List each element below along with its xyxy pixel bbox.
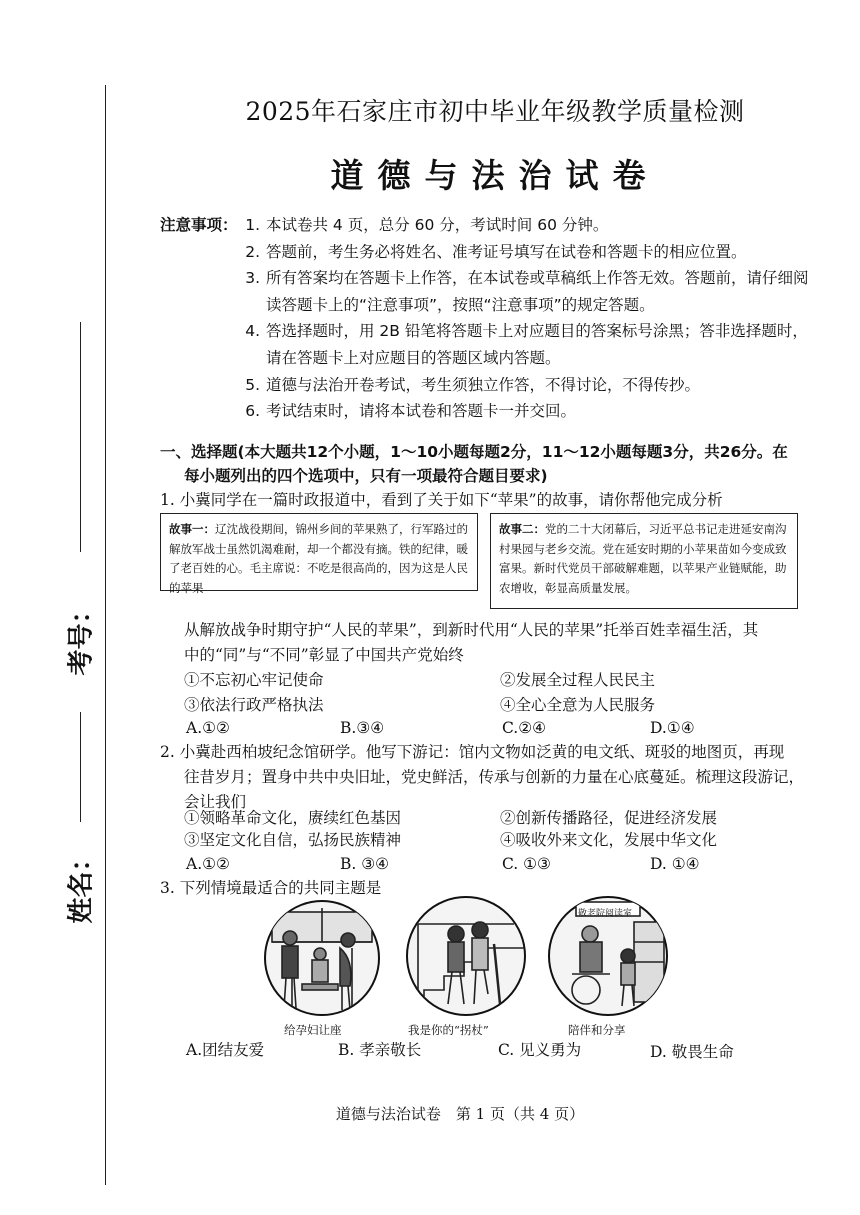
q2-statement: ①领略革命文化，赓续红色基因: [184, 809, 402, 827]
section-heading-line: 一、选择题(本大题共12个小题，1～10小题每题2分，11～12小题每题3分，共26分。在: [160, 443, 788, 461]
q1-option-d: D.①④: [650, 719, 695, 737]
q2-stem-line: 会让我们: [184, 793, 247, 811]
note-text: 答选择题时，用 2B 铅笔将答题卡上对应题目的答案标号涂黑；答非选择题时，请在答题卡上对应题目的答题区域内答题。: [266, 322, 808, 367]
q1-body-line: 中的“同”与“不同”彰显了中国共产党始终: [184, 646, 464, 664]
q3-option-a: A.团结友爱: [186, 1041, 265, 1059]
q1-statement: ④全心全意为人民服务: [500, 696, 656, 714]
note-number: 5.: [245, 375, 260, 394]
note-item: [160, 212, 820, 239]
binding-line: [105, 85, 106, 1185]
name-blank: [80, 712, 81, 822]
story-two-title: 故事二：: [499, 522, 545, 536]
note-number: 3.: [245, 269, 260, 288]
note-number: 1.: [245, 216, 260, 234]
q1-body-line: 从解放战争时期守护“人民的苹果”，到新时代用“人民的苹果”托举百姓幸福生活，其: [184, 621, 759, 639]
note-item: [160, 265, 820, 318]
section-heading: [160, 440, 810, 488]
q1-statement: ③依法行政严格执法: [184, 696, 324, 714]
exam-number-label: 考号：: [66, 597, 97, 676]
note-text: 所有答案均在答题卡上作答，在本试卷或草稿纸上作答无效。答题前，请仔细阅读答题卡上的“注意事项”，按照“注意事项”的规定答题。: [266, 269, 809, 314]
q2-statement: ④吸收外来文化，发展中华文化: [500, 831, 718, 849]
q1-statement: ②发展全过程人民民主: [500, 671, 656, 689]
q2-option-d: D. ①④: [650, 855, 700, 873]
note-number: 6.: [245, 402, 260, 421]
q2-stem-line: 往昔岁月；置身中共中央旧址，党史鲜活，传承与创新的力量在心底蔓延。梳理这段游记，: [184, 768, 805, 786]
q2-option-b: B. ③④: [340, 855, 390, 873]
name-label: 姓名：: [66, 845, 97, 924]
reading-room-sign: 敬老院阅读室: [578, 909, 633, 919]
exam-title: 2025年石家庄市初中毕业年级教学质量检测: [245, 97, 745, 126]
illustration-seat-icon: [262, 898, 382, 1018]
note-number: 4.: [245, 322, 260, 341]
illustration-crutch-icon: [404, 894, 528, 1018]
caption-companion: 陪伴和分享: [568, 1023, 626, 1037]
caption-seat: 给孕妇让座: [284, 1023, 342, 1037]
paper-subtitle: 道德与法治试卷: [330, 156, 660, 195]
q2-option-a: A.①②: [186, 855, 230, 873]
section-heading-line: 每小题列出的四个选项中，只有一项最符合题目要求): [184, 467, 548, 485]
q1-statement: ①不忘初心牢记使命: [184, 671, 324, 689]
note-text: 答题前，考生务必将姓名、准考证号填写在试卷和答题卡的相应位置。: [266, 242, 747, 261]
q3-stem: 3. 下列情境最适合的共同主题是: [160, 879, 382, 897]
q1-option-c: C.②④: [502, 719, 547, 737]
story-one-text: 辽沈战役期间，锦州乡间的苹果熟了，行军路过的解放军战士虽然饥渴难耐，却一个都没有摘。铁的纪律，暖了老百姓的心。毛主席说：不吃是很高尚的，因为这是人民的苹果: [169, 522, 468, 595]
note-text: 道德与法治开卷考试，考生须独立作答，不得讨论，不得传抄。: [266, 375, 701, 394]
story-two-text: 党的二十大闭幕后，习近平总书记走进延安南沟村果园与老乡交流。党在延安时期的小苹果苗如今变成致富果。新时代党员干部破解难题，以苹果产业链赋能，助农增收，彰显高质量发展。: [499, 522, 787, 595]
q1-option-b: B.③④: [340, 719, 385, 737]
exam-number-blank: [80, 322, 81, 552]
q1-option-a: A.①②: [186, 719, 230, 737]
notes-heading: 注意事项：: [160, 216, 238, 234]
q3-option-b: B. 孝亲敬长: [338, 1041, 422, 1059]
q3-option-c: C. 见义勇为: [498, 1041, 582, 1059]
note-item: [160, 372, 820, 399]
q2-option-c: C. ①③: [502, 855, 551, 873]
story-one-box: [160, 513, 478, 595]
page-footer: 道德与法治试卷 第 1 页（共 4 页）: [335, 1105, 585, 1123]
story-one-title: 故事一：: [169, 522, 215, 536]
q2-statement: ②创新传播路径，促进经济发展: [500, 809, 718, 827]
notes-block: [160, 212, 820, 425]
note-number: 2.: [245, 242, 260, 261]
caption-crutch: 我是你的“拐杖”: [408, 1023, 489, 1037]
q2-statement: ③坚定文化自信，弘扬民族精神: [184, 831, 402, 849]
note-item: [160, 239, 820, 266]
q2-stem-line: 2. 小冀赴西柏坡纪念馆研学。他写下游记：馆内文物如泛黄的电文纸、斑驳的地图页，再现: [160, 743, 785, 761]
q3-option-d: D. 敬畏生命: [650, 1043, 734, 1061]
note-text: 本试卷共 4 页，总分 60 分，考试时间 60 分钟。: [266, 216, 609, 234]
story-two-box: [490, 513, 798, 609]
q1-stem: 1. 小冀同学在一篇时政报道中，看到了关于如下“苹果”的故事，请你帮他完成分析: [160, 491, 723, 509]
note-item: [160, 398, 820, 425]
note-text: 考试结束时，请将本试卷和答题卡一并交回。: [266, 402, 577, 421]
note-item: [160, 318, 820, 371]
